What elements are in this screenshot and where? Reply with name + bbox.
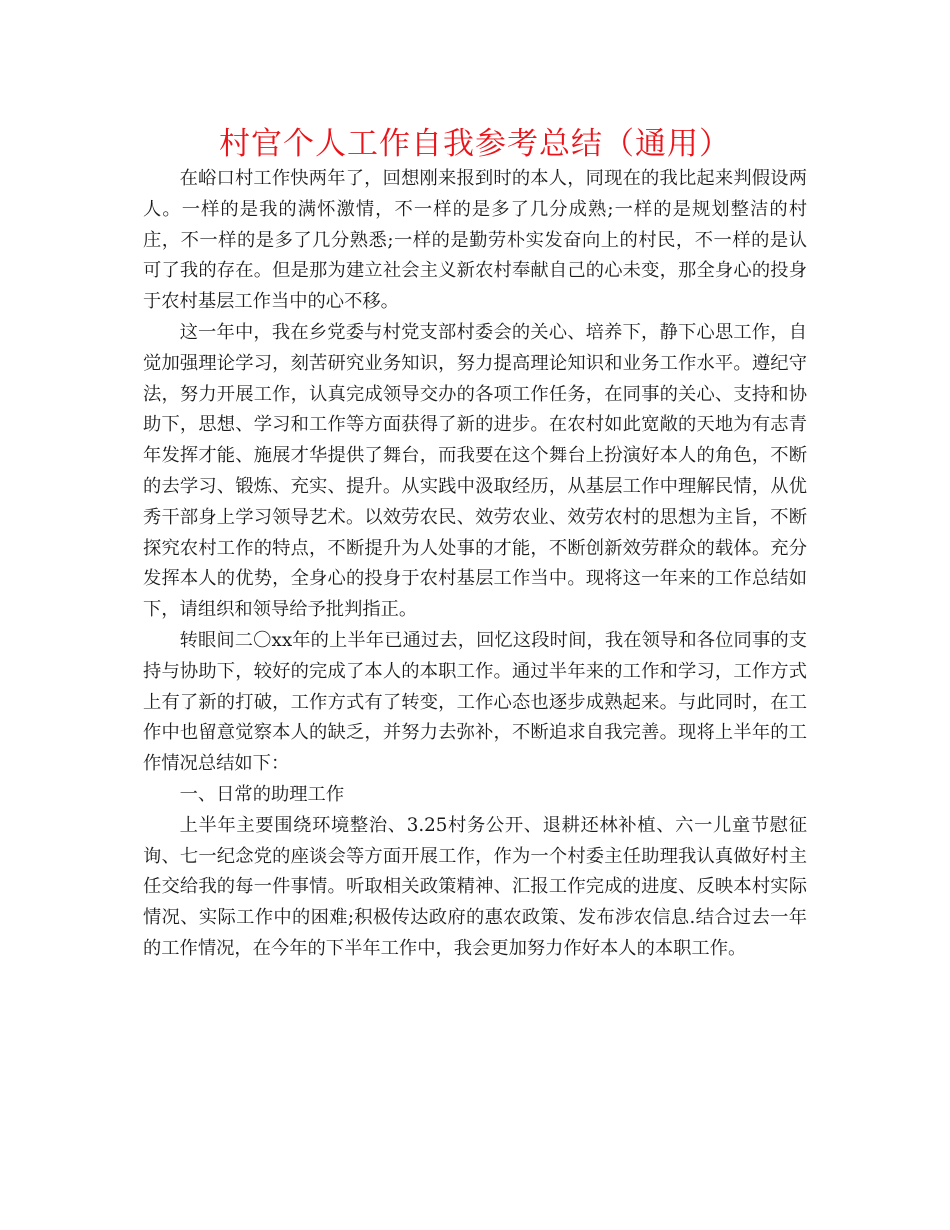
paragraph-daily-work: 上半年主要围绕环境整治、3.25村务公开、退耕还林补植、六一儿童节慰征询、七一纪念党的座谈会等方面开展工作，作为一个村委主任助理我认真做好村主任交给我的每一件事情。听取相关政策精神、汇报工作完成的进度、反映本村实际情况、实际工作中的困难;积极传达政府的惠农政策、发布涉农信息.结合过去一年的工作情况，在今年的下半年工作中，我会更加努力作好本人的本职工作。: [143, 814, 807, 959]
document-body: [143, 164, 807, 965]
paragraph-half-year: 转眼间二〇xx年的上半年已通过去，回忆这段时间，我在领导和各位同事的支持与协助下，较好的完成了本人的本职工作。通过半年来的工作和学习，工作方式上有了新的打破，工作方式有了转变，工作心态也逐步成熟起来。与此同时，在工作中也留意觉察本人的缺乏，并努力去弥补，不断追求自我完善。现将上半年的工作情况总结如下：: [143, 629, 807, 775]
document-title: 村官个人工作自我参考总结（通用）: [219, 126, 731, 162]
paragraph-year-review: 这一年中，我在乡党委与村党支部村委会的关心、培养下，静下心思工作，自觉加强理论学习，刻苦研究业务知识，努力提高理论知识和业务工作水平。遵纪守法，努力开展工作，认真完成领导交办的各项工作任务，在同事的关心、支持和协助下，思想、学习和工作等方面获得了新的进步。在农村如此宽敞的天地为有志青年发挥才能、施展才华提供了舞台，而我要在这个舞台上扮演好本人的角色，不断的去学习、锻炼、充实、提升。从实践中汲取经历，从基层工作中理解民情，从优秀干部身上学习领导艺术。以效劳农民、效劳农业、效劳农村的思想为主旨，不断探究农村工作的特点，不断提升为人处事的才能，不断创新效劳群众的载体。充分发挥本人的优势，全身心的投身于农村基层工作当中。现将这一年来的工作总结如下，请组织和领导给予批判指正。: [143, 321, 807, 621]
paragraph-intro: 在峪口村工作快两年了，回想刚来报到时的本人，同现在的我比起来判假设两人。一样的是我的满怀激情，不一样的是多了几分成熟;一样的是规划整洁的村庄，不一样的是多了几分熟悉;一样的是勤劳朴实发奋向上的村民，不一样的是认可了我的存在。但是那为建立社会主义新农村奉献自己的心未变，那全身心的投身于农村基层工作当中的心不移。: [143, 168, 807, 313]
section-heading-daily-work: 一、日常的助理工作: [179, 783, 345, 805]
